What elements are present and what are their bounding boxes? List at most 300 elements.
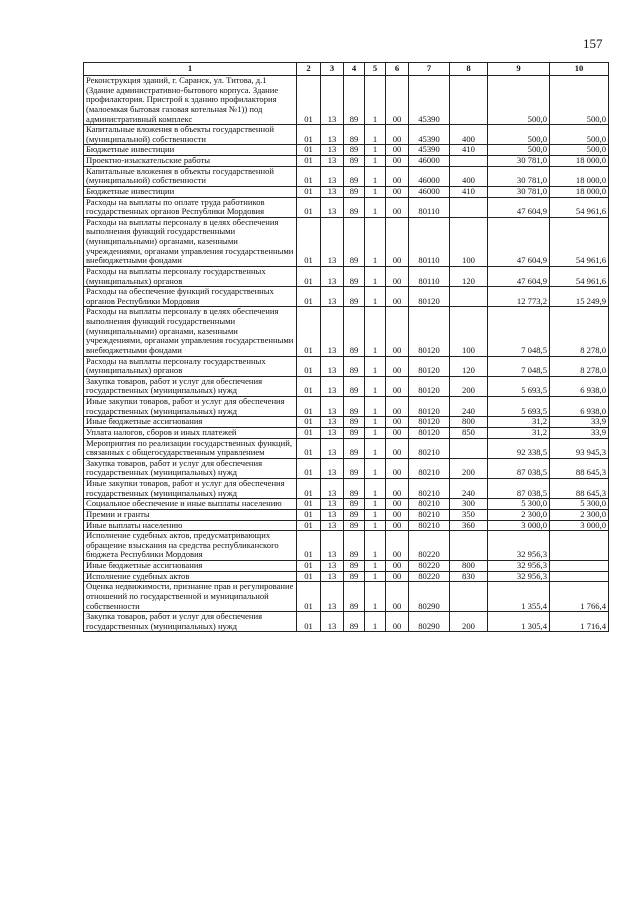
row-name: Иные закупки товаров, работ и услуг для обеспечения государственных (муниципальных) нужд bbox=[84, 479, 297, 499]
amount-year-2: 8 278,0 bbox=[550, 356, 609, 376]
subprogram-code: 1 bbox=[365, 287, 386, 307]
row-name: Иные закупки товаров, работ и услуг для обеспечения государственных (муниципальных) нужд bbox=[84, 397, 297, 417]
column-header: 10 bbox=[550, 63, 609, 76]
expense-type-code bbox=[450, 438, 488, 458]
program-code: 89 bbox=[344, 582, 365, 612]
header-row bbox=[84, 63, 609, 76]
column-header: 4 bbox=[344, 63, 365, 76]
column-header: 3 bbox=[321, 63, 344, 76]
subprogram-code: 1 bbox=[365, 479, 386, 499]
amount-year-1: 47 604,9 bbox=[488, 266, 550, 286]
direction-code: 80290 bbox=[409, 582, 450, 612]
subsection-code: 13 bbox=[321, 287, 344, 307]
expense-type-code: 410 bbox=[450, 145, 488, 156]
subsection-code: 13 bbox=[321, 438, 344, 458]
program-code: 89 bbox=[344, 125, 365, 145]
table-row bbox=[84, 479, 609, 499]
direction-code: 46000 bbox=[409, 186, 450, 197]
subprogram-code: 1 bbox=[365, 166, 386, 186]
amount-year-1: 32 956,3 bbox=[488, 531, 550, 561]
row-name: Закупка товаров, работ и услуг для обеспечения государственных (муниципальных) нужд bbox=[84, 612, 297, 632]
section-code: 01 bbox=[297, 125, 321, 145]
table-row bbox=[84, 612, 609, 632]
row-name: Бюджетные инвестиции bbox=[84, 145, 297, 156]
row-name: Иные бюджетные ассигнования bbox=[84, 417, 297, 428]
subprogram-code: 1 bbox=[365, 417, 386, 428]
table-row bbox=[84, 156, 609, 167]
program-code: 89 bbox=[344, 307, 365, 356]
subprogram-code: 1 bbox=[365, 509, 386, 520]
program-code: 89 bbox=[344, 438, 365, 458]
program-code: 89 bbox=[344, 197, 365, 217]
expense-type-code: 300 bbox=[450, 499, 488, 510]
amount-year-2: 33,9 bbox=[550, 427, 609, 438]
row-name: Закупка товаров, работ и услуг для обеспечения государственных (муниципальных) нужд bbox=[84, 458, 297, 478]
event-code: 00 bbox=[386, 479, 409, 499]
subsection-code: 13 bbox=[321, 217, 344, 266]
expense-type-code bbox=[450, 531, 488, 561]
row-name: Проектно-изыскательские работы bbox=[84, 156, 297, 167]
amount-year-2: 54 961,6 bbox=[550, 197, 609, 217]
expense-type-code: 200 bbox=[450, 458, 488, 478]
program-code: 89 bbox=[344, 520, 365, 531]
expense-type-code: 100 bbox=[450, 217, 488, 266]
amount-year-1: 500,0 bbox=[488, 125, 550, 145]
event-code: 00 bbox=[386, 217, 409, 266]
page-number: 157 bbox=[583, 36, 603, 51]
amount-year-2 bbox=[550, 571, 609, 582]
direction-code: 46000 bbox=[409, 166, 450, 186]
subprogram-code: 1 bbox=[365, 266, 386, 286]
amount-year-1: 12 773,2 bbox=[488, 287, 550, 307]
subsection-code: 13 bbox=[321, 397, 344, 417]
expense-type-code: 360 bbox=[450, 520, 488, 531]
program-code: 89 bbox=[344, 76, 365, 125]
table-row bbox=[84, 520, 609, 531]
section-code: 01 bbox=[297, 479, 321, 499]
subprogram-code: 1 bbox=[365, 186, 386, 197]
subprogram-code: 1 bbox=[365, 571, 386, 582]
amount-year-2: 33,9 bbox=[550, 417, 609, 428]
table-row bbox=[84, 287, 609, 307]
subprogram-code: 1 bbox=[365, 438, 386, 458]
program-code: 89 bbox=[344, 509, 365, 520]
amount-year-1: 32 956,3 bbox=[488, 561, 550, 572]
program-code: 89 bbox=[344, 417, 365, 428]
direction-code: 80290 bbox=[409, 612, 450, 632]
table-row bbox=[84, 186, 609, 197]
amount-year-2: 88 645,3 bbox=[550, 479, 609, 499]
direction-code: 80110 bbox=[409, 266, 450, 286]
amount-year-2: 54 961,6 bbox=[550, 266, 609, 286]
row-name: Мероприятия по реализации государственных функций, связанных с общегосударственным управлением bbox=[84, 438, 297, 458]
direction-code: 80220 bbox=[409, 561, 450, 572]
subprogram-code: 1 bbox=[365, 561, 386, 572]
subprogram-code: 1 bbox=[365, 427, 386, 438]
table-row bbox=[84, 427, 609, 438]
amount-year-2: 3 000,0 bbox=[550, 520, 609, 531]
event-code: 00 bbox=[386, 307, 409, 356]
column-header: 7 bbox=[409, 63, 450, 76]
event-code: 00 bbox=[386, 561, 409, 572]
section-code: 01 bbox=[297, 197, 321, 217]
event-code: 00 bbox=[386, 145, 409, 156]
program-code: 89 bbox=[344, 479, 365, 499]
section-code: 01 bbox=[297, 156, 321, 167]
section-code: 01 bbox=[297, 166, 321, 186]
subsection-code: 13 bbox=[321, 571, 344, 582]
section-code: 01 bbox=[297, 499, 321, 510]
expense-type-code: 240 bbox=[450, 397, 488, 417]
column-header: 8 bbox=[450, 63, 488, 76]
row-name: Социальное обеспечение и иные выплаты населению bbox=[84, 499, 297, 510]
subsection-code: 13 bbox=[321, 427, 344, 438]
amount-year-2: 18 000,0 bbox=[550, 166, 609, 186]
section-code: 01 bbox=[297, 217, 321, 266]
direction-code: 45390 bbox=[409, 125, 450, 145]
amount-year-1: 31,2 bbox=[488, 427, 550, 438]
amount-year-2 bbox=[550, 561, 609, 572]
section-code: 01 bbox=[297, 397, 321, 417]
table-row bbox=[84, 582, 609, 612]
program-code: 89 bbox=[344, 217, 365, 266]
expense-type-code bbox=[450, 76, 488, 125]
expense-type-code: 800 bbox=[450, 417, 488, 428]
section-code: 01 bbox=[297, 438, 321, 458]
direction-code: 80120 bbox=[409, 356, 450, 376]
event-code: 00 bbox=[386, 156, 409, 167]
table-row bbox=[84, 561, 609, 572]
program-code: 89 bbox=[344, 397, 365, 417]
event-code: 00 bbox=[386, 287, 409, 307]
subsection-code: 13 bbox=[321, 582, 344, 612]
event-code: 00 bbox=[386, 186, 409, 197]
column-header: 1 bbox=[84, 63, 297, 76]
event-code: 00 bbox=[386, 266, 409, 286]
section-code: 01 bbox=[297, 356, 321, 376]
amount-year-2: 93 945,3 bbox=[550, 438, 609, 458]
event-code: 00 bbox=[386, 458, 409, 478]
amount-year-1: 32 956,3 bbox=[488, 571, 550, 582]
expense-type-code: 350 bbox=[450, 509, 488, 520]
table-row bbox=[84, 397, 609, 417]
amount-year-1: 1 305,4 bbox=[488, 612, 550, 632]
subsection-code: 13 bbox=[321, 166, 344, 186]
section-code: 01 bbox=[297, 76, 321, 125]
event-code: 00 bbox=[386, 417, 409, 428]
direction-code: 80120 bbox=[409, 287, 450, 307]
amount-year-2: 5 300,0 bbox=[550, 499, 609, 510]
subprogram-code: 1 bbox=[365, 612, 386, 632]
amount-year-2: 500,0 bbox=[550, 145, 609, 156]
program-code: 89 bbox=[344, 531, 365, 561]
row-name: Исполнение судебных актов bbox=[84, 571, 297, 582]
table-body bbox=[84, 63, 609, 632]
event-code: 00 bbox=[386, 427, 409, 438]
amount-year-1: 7 048,5 bbox=[488, 307, 550, 356]
row-name: Исполнение судебных актов, предусматривающих обращение взыскания на средства республиканского бюджета Республики Мордовия bbox=[84, 531, 297, 561]
amount-year-1: 500,0 bbox=[488, 145, 550, 156]
amount-year-1: 2 300,0 bbox=[488, 509, 550, 520]
subprogram-code: 1 bbox=[365, 217, 386, 266]
expense-type-code: 100 bbox=[450, 307, 488, 356]
event-code: 00 bbox=[386, 166, 409, 186]
event-code: 00 bbox=[386, 571, 409, 582]
amount-year-1: 47 604,9 bbox=[488, 197, 550, 217]
amount-year-1: 7 048,5 bbox=[488, 356, 550, 376]
event-code: 00 bbox=[386, 582, 409, 612]
table-row bbox=[84, 438, 609, 458]
event-code: 00 bbox=[386, 612, 409, 632]
direction-code: 45390 bbox=[409, 76, 450, 125]
amount-year-2: 1 716,4 bbox=[550, 612, 609, 632]
section-code: 01 bbox=[297, 427, 321, 438]
program-code: 89 bbox=[344, 186, 365, 197]
expense-type-code bbox=[450, 582, 488, 612]
amount-year-1: 31,2 bbox=[488, 417, 550, 428]
amount-year-1: 92 338,5 bbox=[488, 438, 550, 458]
table-row bbox=[84, 417, 609, 428]
subprogram-code: 1 bbox=[365, 520, 386, 531]
subprogram-code: 1 bbox=[365, 531, 386, 561]
subprogram-code: 1 bbox=[365, 156, 386, 167]
amount-year-1: 5 693,5 bbox=[488, 397, 550, 417]
subsection-code: 13 bbox=[321, 307, 344, 356]
section-code: 01 bbox=[297, 582, 321, 612]
amount-year-1: 30 781,0 bbox=[488, 156, 550, 167]
subprogram-code: 1 bbox=[365, 307, 386, 356]
direction-code: 46000 bbox=[409, 156, 450, 167]
subsection-code: 13 bbox=[321, 479, 344, 499]
amount-year-2: 2 300,0 bbox=[550, 509, 609, 520]
direction-code: 80220 bbox=[409, 571, 450, 582]
event-code: 00 bbox=[386, 125, 409, 145]
subsection-code: 13 bbox=[321, 531, 344, 561]
amount-year-2: 54 961,6 bbox=[550, 217, 609, 266]
expense-type-code bbox=[450, 287, 488, 307]
section-code: 01 bbox=[297, 376, 321, 396]
subsection-code: 13 bbox=[321, 417, 344, 428]
subprogram-code: 1 bbox=[365, 356, 386, 376]
expense-type-code: 800 bbox=[450, 561, 488, 572]
table-row bbox=[84, 217, 609, 266]
subprogram-code: 1 bbox=[365, 197, 386, 217]
subprogram-code: 1 bbox=[365, 582, 386, 612]
direction-code: 80120 bbox=[409, 427, 450, 438]
expense-type-code: 850 bbox=[450, 427, 488, 438]
table-row bbox=[84, 376, 609, 396]
amount-year-2: 500,0 bbox=[550, 125, 609, 145]
section-code: 01 bbox=[297, 612, 321, 632]
table-row bbox=[84, 166, 609, 186]
amount-year-2: 6 938,0 bbox=[550, 397, 609, 417]
amount-year-1: 3 000,0 bbox=[488, 520, 550, 531]
program-code: 89 bbox=[344, 561, 365, 572]
amount-year-2: 15 249,9 bbox=[550, 287, 609, 307]
direction-code: 80210 bbox=[409, 499, 450, 510]
expense-type-code: 200 bbox=[450, 612, 488, 632]
amount-year-2: 18 000,0 bbox=[550, 186, 609, 197]
direction-code: 80110 bbox=[409, 197, 450, 217]
program-code: 89 bbox=[344, 145, 365, 156]
subsection-code: 13 bbox=[321, 156, 344, 167]
subsection-code: 13 bbox=[321, 520, 344, 531]
subsection-code: 13 bbox=[321, 197, 344, 217]
table-row bbox=[84, 266, 609, 286]
table-row bbox=[84, 531, 609, 561]
expense-type-code: 400 bbox=[450, 166, 488, 186]
event-code: 00 bbox=[386, 509, 409, 520]
direction-code: 80120 bbox=[409, 397, 450, 417]
table-row bbox=[84, 76, 609, 125]
subprogram-code: 1 bbox=[365, 145, 386, 156]
row-name: Бюджетные инвестиции bbox=[84, 186, 297, 197]
direction-code: 45390 bbox=[409, 145, 450, 156]
table-row bbox=[84, 145, 609, 156]
row-name: Расходы на обеспечение функций государственных органов Республики Мордовия bbox=[84, 287, 297, 307]
row-name: Иные выплаты населению bbox=[84, 520, 297, 531]
event-code: 00 bbox=[386, 520, 409, 531]
direction-code: 80210 bbox=[409, 520, 450, 531]
amount-year-1: 87 038,5 bbox=[488, 479, 550, 499]
expense-type-code bbox=[450, 156, 488, 167]
table-row bbox=[84, 125, 609, 145]
row-name: Премии и гранты bbox=[84, 509, 297, 520]
column-header: 6 bbox=[386, 63, 409, 76]
subsection-code: 13 bbox=[321, 561, 344, 572]
subsection-code: 13 bbox=[321, 612, 344, 632]
table-row bbox=[84, 307, 609, 356]
column-header: 9 bbox=[488, 63, 550, 76]
event-code: 00 bbox=[386, 376, 409, 396]
direction-code: 80120 bbox=[409, 307, 450, 356]
row-name: Расходы на выплаты персоналу государственных (муниципальных) органов bbox=[84, 356, 297, 376]
subsection-code: 13 bbox=[321, 376, 344, 396]
program-code: 89 bbox=[344, 266, 365, 286]
event-code: 00 bbox=[386, 397, 409, 417]
program-code: 89 bbox=[344, 427, 365, 438]
amount-year-2: 500,0 bbox=[550, 76, 609, 125]
section-code: 01 bbox=[297, 509, 321, 520]
subsection-code: 13 bbox=[321, 266, 344, 286]
event-code: 00 bbox=[386, 356, 409, 376]
direction-code: 80210 bbox=[409, 509, 450, 520]
table-row bbox=[84, 571, 609, 582]
expense-type-code: 120 bbox=[450, 266, 488, 286]
section-code: 01 bbox=[297, 417, 321, 428]
program-code: 89 bbox=[344, 612, 365, 632]
row-name: Расходы на выплаты по оплате труда работников государственных органов Республики Мордовия bbox=[84, 197, 297, 217]
amount-year-1: 47 604,9 bbox=[488, 217, 550, 266]
row-name: Капитальные вложения в объекты государственной (муниципальной) собственности bbox=[84, 125, 297, 145]
section-code: 01 bbox=[297, 266, 321, 286]
program-code: 89 bbox=[344, 287, 365, 307]
row-name: Уплата налогов, сборов и иных платежей bbox=[84, 427, 297, 438]
row-name: Капитальные вложения в объекты государственной (муниципальной) собственности bbox=[84, 166, 297, 186]
amount-year-2: 1 766,4 bbox=[550, 582, 609, 612]
subprogram-code: 1 bbox=[365, 76, 386, 125]
budget-table bbox=[83, 62, 609, 632]
expense-type-code: 120 bbox=[450, 356, 488, 376]
subprogram-code: 1 bbox=[365, 397, 386, 417]
subprogram-code: 1 bbox=[365, 458, 386, 478]
program-code: 89 bbox=[344, 458, 365, 478]
expense-type-code: 410 bbox=[450, 186, 488, 197]
amount-year-1: 5 693,5 bbox=[488, 376, 550, 396]
event-code: 00 bbox=[386, 76, 409, 125]
table-row bbox=[84, 458, 609, 478]
amount-year-1: 1 355,4 bbox=[488, 582, 550, 612]
program-code: 89 bbox=[344, 166, 365, 186]
section-code: 01 bbox=[297, 145, 321, 156]
expense-type-code: 830 bbox=[450, 571, 488, 582]
direction-code: 80110 bbox=[409, 217, 450, 266]
row-name: Расходы на выплаты персоналу в целях обеспечения выполнения функций государственными (муниципальными) органами, казенными учреждениями, органами управления государственными внебюджетными фондами bbox=[84, 307, 297, 356]
row-name: Закупка товаров, работ и услуг для обеспечения государственных (муниципальных) нужд bbox=[84, 376, 297, 396]
section-code: 01 bbox=[297, 307, 321, 356]
row-name: Иные бюджетные ассигнования bbox=[84, 561, 297, 572]
row-name: Расходы на выплаты персоналу государственных (муниципальных) органов bbox=[84, 266, 297, 286]
column-header: 5 bbox=[365, 63, 386, 76]
program-code: 89 bbox=[344, 571, 365, 582]
section-code: 01 bbox=[297, 531, 321, 561]
subsection-code: 13 bbox=[321, 458, 344, 478]
column-header: 2 bbox=[297, 63, 321, 76]
row-name: Расходы на выплаты персоналу в целях обеспечения выполнения функций государственными (муниципальными) органами, казенными учреждениями, органами управления государственными внебюджетными фондами bbox=[84, 217, 297, 266]
row-name: Оценка недвижимости, признание прав и регулирование отношений по государственной и муниципальной собственности bbox=[84, 582, 297, 612]
table-row bbox=[84, 197, 609, 217]
expense-type-code: 200 bbox=[450, 376, 488, 396]
subprogram-code: 1 bbox=[365, 499, 386, 510]
section-code: 01 bbox=[297, 458, 321, 478]
table-row bbox=[84, 499, 609, 510]
program-code: 89 bbox=[344, 376, 365, 396]
event-code: 00 bbox=[386, 197, 409, 217]
subsection-code: 13 bbox=[321, 186, 344, 197]
section-code: 01 bbox=[297, 571, 321, 582]
expense-type-code bbox=[450, 197, 488, 217]
section-code: 01 bbox=[297, 287, 321, 307]
subsection-code: 13 bbox=[321, 145, 344, 156]
expense-type-code: 400 bbox=[450, 125, 488, 145]
direction-code: 80210 bbox=[409, 458, 450, 478]
direction-code: 80120 bbox=[409, 417, 450, 428]
direction-code: 80220 bbox=[409, 531, 450, 561]
subsection-code: 13 bbox=[321, 125, 344, 145]
amount-year-1: 30 781,0 bbox=[488, 186, 550, 197]
amount-year-2: 6 938,0 bbox=[550, 376, 609, 396]
amount-year-1: 87 038,5 bbox=[488, 458, 550, 478]
expense-type-code: 240 bbox=[450, 479, 488, 499]
section-code: 01 bbox=[297, 186, 321, 197]
direction-code: 80210 bbox=[409, 479, 450, 499]
subprogram-code: 1 bbox=[365, 125, 386, 145]
section-code: 01 bbox=[297, 561, 321, 572]
program-code: 89 bbox=[344, 356, 365, 376]
subprogram-code: 1 bbox=[365, 376, 386, 396]
subsection-code: 13 bbox=[321, 499, 344, 510]
row-name: Реконструкция зданий, г. Саранск, ул. Титова, д.1 (Здание административно-бытового корпуса. Здание профилактория. Пристрой к зданию профилактория (малоемкая бытовая газовая котельная №1)) под административный комплекс bbox=[84, 76, 297, 125]
table-row bbox=[84, 509, 609, 520]
program-code: 89 bbox=[344, 499, 365, 510]
amount-year-1: 500,0 bbox=[488, 76, 550, 125]
amount-year-2 bbox=[550, 531, 609, 561]
subsection-code: 13 bbox=[321, 76, 344, 125]
direction-code: 80120 bbox=[409, 376, 450, 396]
direction-code: 80210 bbox=[409, 438, 450, 458]
table-row bbox=[84, 356, 609, 376]
amount-year-1: 5 300,0 bbox=[488, 499, 550, 510]
